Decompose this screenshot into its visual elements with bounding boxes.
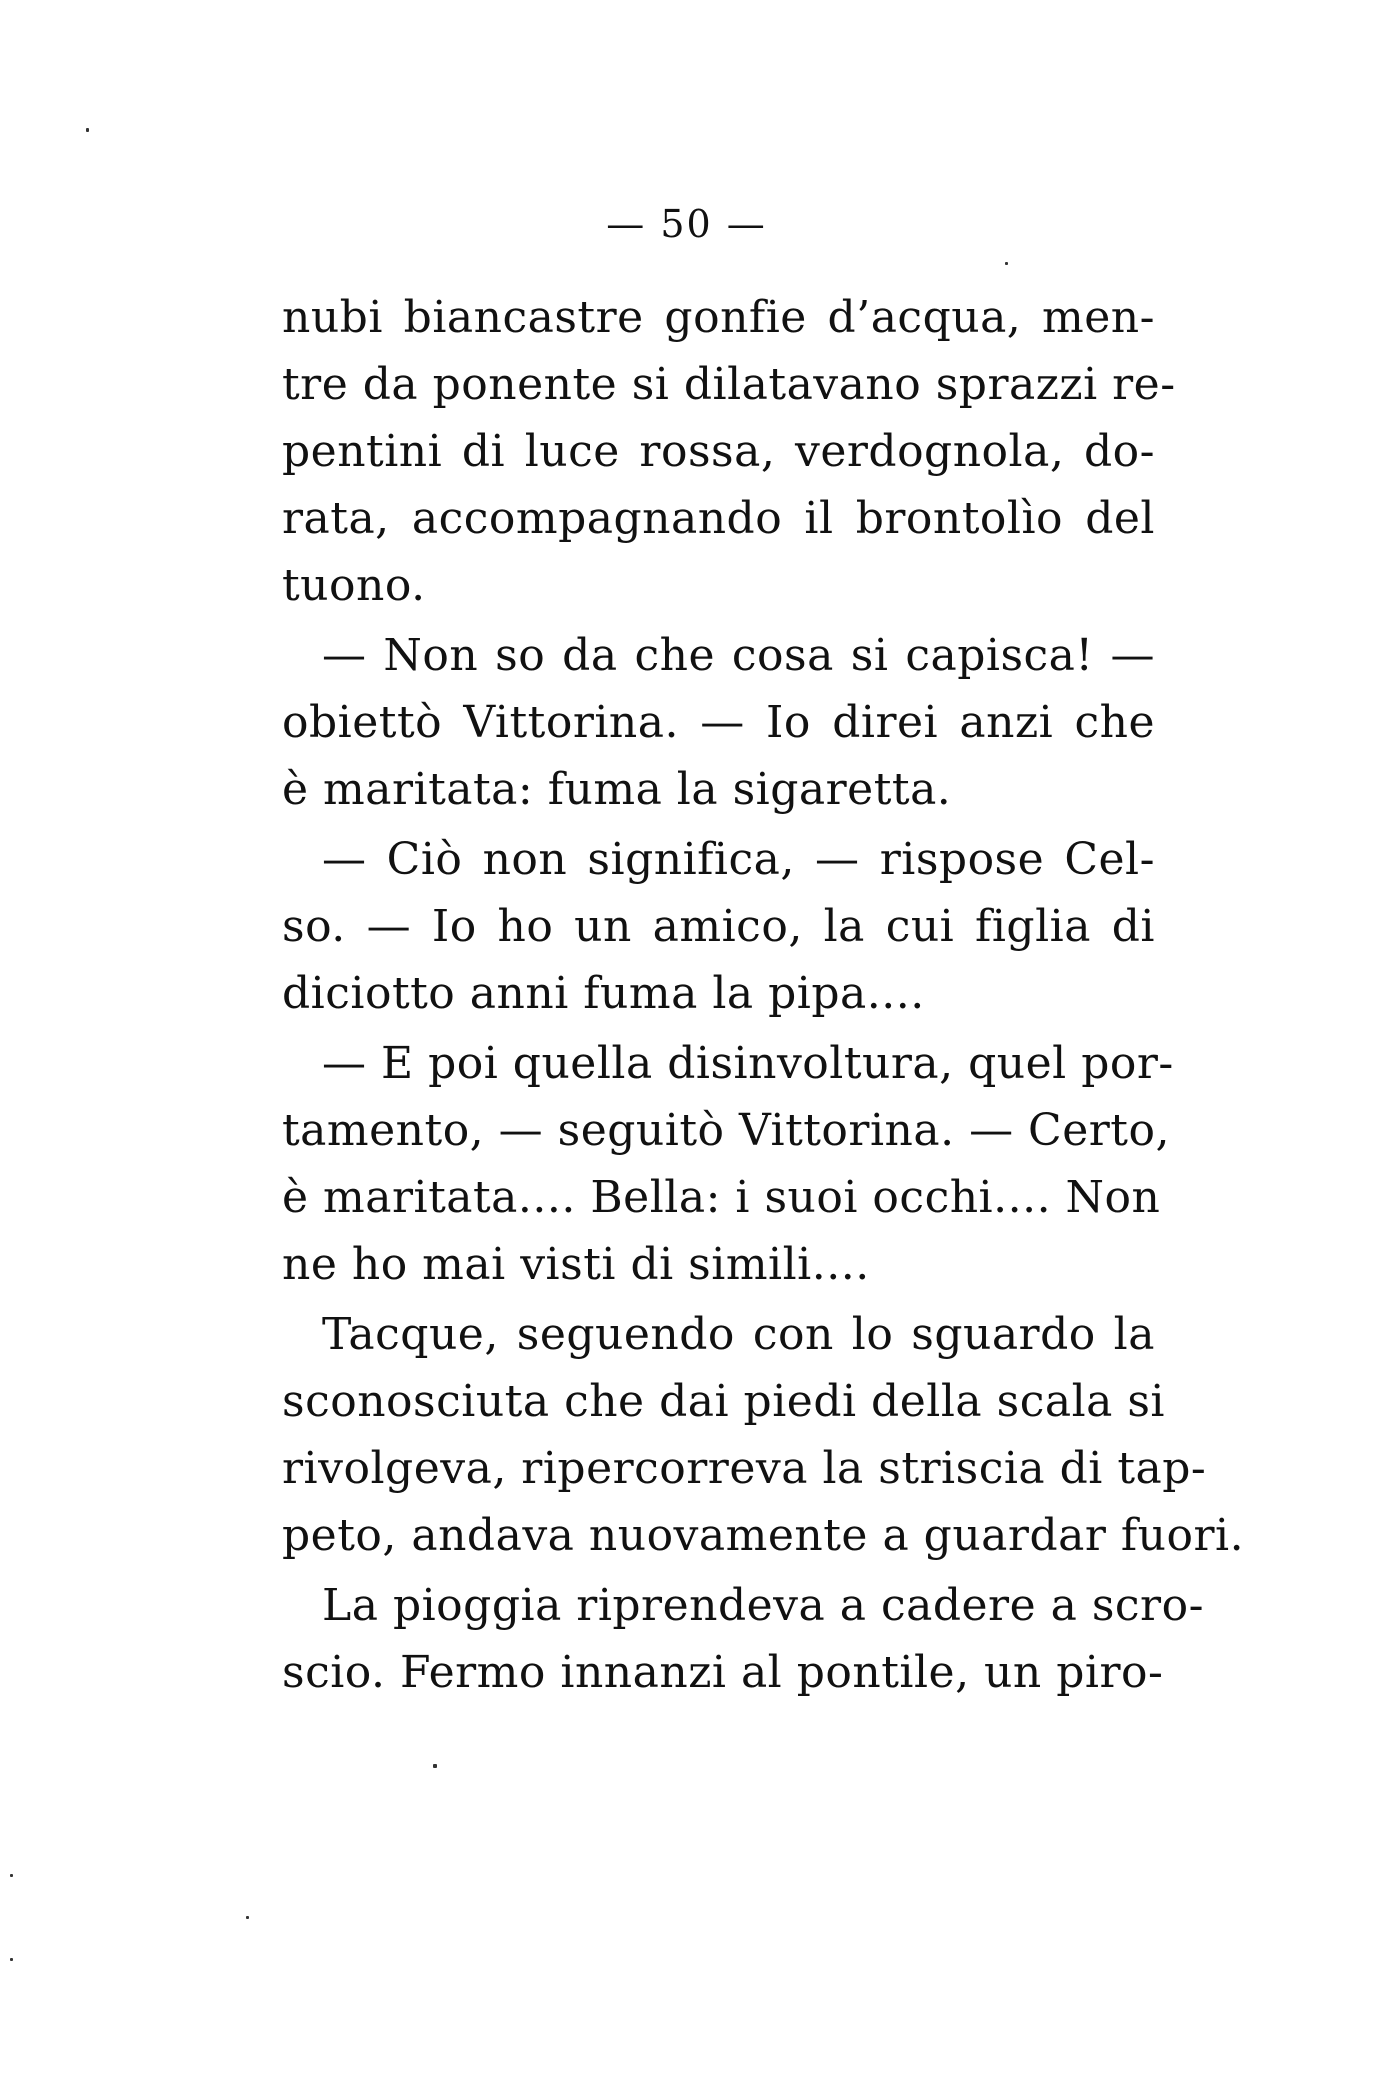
text-line: — E poi quella disinvoltura, quel por- xyxy=(322,1038,1174,1089)
scan-speck xyxy=(10,1958,13,1961)
text-line: scio. Fermo innanzi al pontile, un piro- xyxy=(282,1647,1164,1698)
text-line: peto, andava nuovamente a guardar fuori. xyxy=(282,1510,1245,1561)
text-line: tre da ponente si dilatavano sprazzi re- xyxy=(282,359,1176,410)
text-line: La pioggia riprendeva a cadere a scro- xyxy=(322,1580,1204,1631)
text-line: sconosciuta che dai piedi della scala si xyxy=(282,1376,1166,1427)
scan-speck xyxy=(10,1874,13,1877)
text-line: diciotto anni fuma la pipa.... xyxy=(282,968,925,1019)
text-line: rivolgeva, ripercorreva la striscia di tap- xyxy=(282,1443,1207,1494)
text-line: rata, accompagnando il brontolìo del xyxy=(282,493,1155,544)
text-line: — Non so da che cosa si capisca! — xyxy=(322,630,1155,681)
scan-speck xyxy=(1005,262,1008,265)
page-number: — 50 — xyxy=(606,202,767,246)
text-line: ne ho mai visti di simili.... xyxy=(282,1239,870,1290)
text-line: so. — Io ho un amico, la cui figlia di xyxy=(282,901,1155,952)
text-line: obiettò Vittorina. — Io direi anzi che xyxy=(282,697,1155,748)
text-line: — Ciò non significa, — rispose Cel- xyxy=(322,834,1155,885)
text-line: Tacque, seguendo con lo sguardo la xyxy=(322,1309,1155,1360)
text-line: nubi biancastre gonfie d’acqua, men- xyxy=(282,292,1155,343)
text-line: è maritata: fuma la sigaretta. xyxy=(282,764,952,815)
text-line: tamento, — seguitò Vittorina. — Certo, xyxy=(282,1105,1170,1156)
scan-speck xyxy=(246,1916,249,1919)
text-line: è maritata.... Bella: i suoi occhi.... Non xyxy=(282,1172,1161,1223)
text-line: tuono. xyxy=(282,560,426,611)
text-line: pentini di luce rossa, verdognola, do- xyxy=(282,426,1155,477)
scan-speck xyxy=(433,1764,437,1768)
scan-speck xyxy=(86,128,89,132)
